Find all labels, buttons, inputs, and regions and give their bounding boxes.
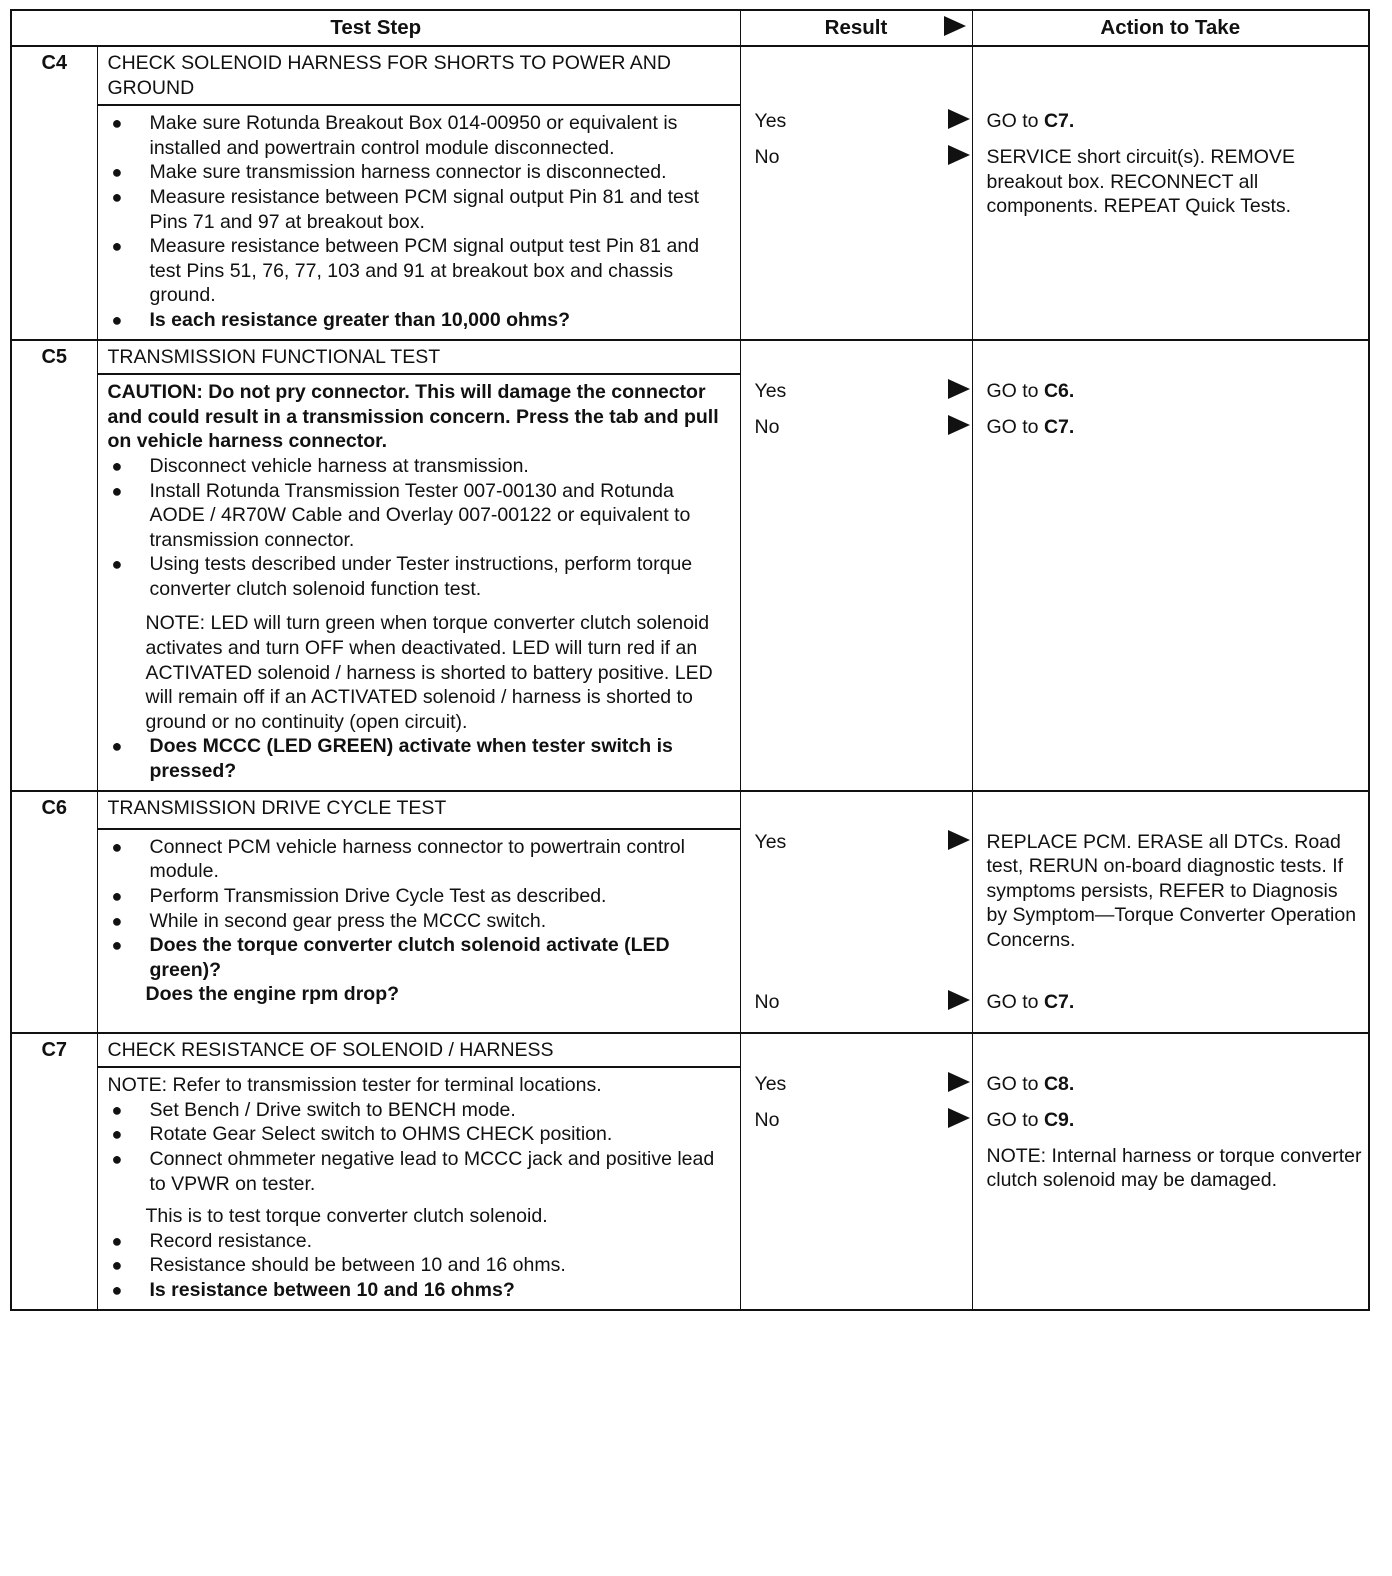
- list-item: ● Perform Transmission Drive Cycle Test as described.: [108, 884, 720, 909]
- bullet-icon: ●: [111, 736, 123, 757]
- action-no-c5: GO to C7.: [986, 415, 1075, 438]
- bullet-icon: ●: [111, 186, 123, 207]
- section-c6-title-row: [11, 791, 1369, 829]
- bullet-icon: ●: [111, 1099, 123, 1120]
- step-title-c4: CHECK SOLENOID HARNESS FOR SHORTS TO POWER AND GROUND: [97, 46, 740, 105]
- arrow-right-icon: [948, 379, 970, 399]
- step-question-c6-rpm: Does the engine rpm drop?: [145, 983, 400, 1006]
- step-title-c6: TRANSMISSION DRIVE CYCLE TEST: [97, 791, 740, 829]
- section-c4-title-row: [11, 46, 1369, 105]
- action-cell-c6: [972, 791, 1369, 1033]
- list-item: ● Connect ohmmeter negative lead to MCCC jack and positive lead to VPWR on tester.: [108, 1147, 720, 1196]
- note-text-c7: NOTE: Refer to transmission tester for terminal locations.: [107, 1074, 602, 1097]
- bullet-icon: ●: [111, 554, 123, 575]
- result-cell-c6: [740, 791, 972, 1033]
- step-question-c4: ● Is each resistance greater than 10,000 ohms?: [108, 308, 720, 333]
- step-title-c5: TRANSMISSION FUNCTIONAL TEST: [97, 340, 740, 375]
- arrow-right-icon: [944, 16, 966, 36]
- result-yes-c6: Yes: [741, 830, 972, 866]
- header-action: Action to Take: [972, 10, 1369, 46]
- result-no-c7: No: [741, 1108, 972, 1144]
- list-item: ● While in second gear press the MCCC switch.: [108, 909, 720, 934]
- bullet-icon: ●: [111, 935, 123, 956]
- bullet-icon: ●: [111, 113, 123, 134]
- step-body-c7: [97, 1067, 740, 1309]
- action-yes-c5: GO to C6.: [986, 379, 1075, 402]
- action-yes-c4: GO to C7.: [986, 110, 1075, 132]
- bullet-icon: ●: [111, 309, 123, 330]
- bullet-icon: ●: [111, 836, 123, 857]
- result-no-c5: No: [741, 415, 972, 451]
- section-c7-title-row: [11, 1033, 1369, 1068]
- action-yes-c7: GO to C8.: [986, 1072, 1075, 1095]
- action-yes-c6: REPLACE PCM. ERASE all DTCs. Road test, RERUN on-board diagnostic tests. If symptoms persists, REFER to Diagnosis by Symptom—Torque Converter Operation Concerns.: [986, 830, 1357, 951]
- result-cell-c4: [740, 46, 972, 340]
- arrow-right-icon: [948, 145, 970, 165]
- sub-note-c7: This is to test torque converter clutch solenoid.: [145, 1205, 548, 1228]
- list-item: ● Make sure transmission harness connector is disconnected.: [108, 160, 720, 185]
- bullet-icon: ●: [111, 162, 123, 183]
- step-body-c5: [97, 374, 740, 791]
- result-yes-c5: Yes: [741, 379, 972, 415]
- step-question-c5: ● Does MCCC (LED GREEN) activate when tester switch is pressed?: [108, 734, 720, 783]
- note-text-c5: NOTE: LED will turn green when torque converter clutch solenoid activates and turn OFF when deactivated. LED will turn red if an ACTIVATED solenoid / harness is shorted to battery positive. LED will remain off if an ACTIVATED solenoid / harness is shorted to ground or no continuity (open circuit).: [145, 612, 713, 733]
- section-c5-title-row: [11, 340, 1369, 375]
- step-question-c6: ● Does the torque converter clutch solenoid activate (LED green)?: [108, 933, 720, 982]
- action-no-c7: GO to C9.: [986, 1108, 1075, 1131]
- list-item: ● Set Bench / Drive switch to BENCH mode.: [108, 1098, 720, 1123]
- header-result-label: Result: [824, 15, 888, 39]
- step-body-c4: [97, 105, 740, 339]
- list-item: ● Measure resistance between PCM signal output Pin 81 and test Pins 71 and 97 at breakout box.: [108, 185, 720, 234]
- list-item: ● Install Rotunda Transmission Tester 007-00130 and Rotunda AODE / 4R70W Cable and Overlay 007-00122 or equivalent to transmission connector.: [108, 479, 720, 553]
- header-test-step: Test Step: [11, 10, 740, 46]
- list-item: ● Make sure Rotunda Breakout Box 014-00950 or equivalent is installed and powertrain control module disconnected.: [108, 111, 720, 160]
- action-cell-c4: [972, 46, 1369, 340]
- action-no-c6: GO to C7.: [986, 990, 1075, 1013]
- arrow-right-icon: [948, 1108, 970, 1128]
- diagnostic-test-table-page: [10, 9, 1368, 1311]
- bullet-icon: ●: [111, 480, 123, 501]
- action-note-c7: NOTE: Internal harness or torque converter clutch solenoid may be damaged.: [986, 1144, 1362, 1192]
- table-header-row: [11, 10, 1369, 46]
- list-item: ● Resistance should be between 10 and 16 ohms.: [108, 1253, 720, 1278]
- step-id-c5: C5: [11, 340, 97, 791]
- result-yes-c4: Yes: [741, 109, 972, 145]
- bullet-icon: ●: [111, 1230, 123, 1251]
- list-item: ● Using tests described under Tester instructions, perform torque converter clutch solenoid function test.: [108, 552, 720, 601]
- diagnostic-test-table: [10, 9, 1370, 1311]
- step-title-c7: CHECK RESISTANCE OF SOLENOID / HARNESS: [97, 1033, 740, 1068]
- action-cell-c5: [972, 340, 1369, 791]
- list-item: ● Connect PCM vehicle harness connector to powertrain control module.: [108, 835, 720, 884]
- arrow-right-icon: [948, 1072, 970, 1092]
- action-cell-c7: [972, 1033, 1369, 1310]
- step-id-c4: C4: [11, 46, 97, 340]
- list-item: ● Rotate Gear Select switch to OHMS CHECK position.: [108, 1122, 720, 1147]
- list-item: ● Record resistance.: [108, 1229, 720, 1254]
- step-question-c7: ● Is resistance between 10 and 16 ohms?: [108, 1278, 720, 1303]
- bullet-icon: ●: [111, 885, 123, 906]
- header-result: [740, 10, 972, 46]
- bullet-icon: ●: [111, 910, 123, 931]
- bullet-icon: ●: [111, 1255, 123, 1276]
- bullet-icon: ●: [111, 236, 123, 257]
- arrow-right-icon: [948, 830, 970, 850]
- list-item: ● Disconnect vehicle harness at transmission.: [108, 454, 720, 479]
- step-id-c7: C7: [11, 1033, 97, 1310]
- result-no-c6: No: [741, 990, 972, 1026]
- bullet-icon: ●: [111, 455, 123, 476]
- result-yes-c7: Yes: [741, 1072, 972, 1108]
- bullet-icon: ●: [111, 1124, 123, 1145]
- result-no-c4: No: [741, 145, 972, 181]
- result-cell-c7: [740, 1033, 972, 1310]
- arrow-right-icon: [948, 415, 970, 435]
- arrow-right-icon: [948, 109, 970, 129]
- action-no-c4: SERVICE short circuit(s). REMOVE breakout box. RECONNECT all components. REPEAT Quick Tests.: [986, 146, 1295, 218]
- bullet-icon: ●: [111, 1149, 123, 1169]
- step-id-c6: C6: [11, 791, 97, 1033]
- result-cell-c5: [740, 340, 972, 791]
- bullet-icon: ●: [111, 1279, 123, 1300]
- list-item: ● Measure resistance between PCM signal output test Pin 81 and test Pins 51, 76, 77, 103 and 91 at breakout box and chassis ground.: [108, 234, 720, 308]
- caution-text-c5: CAUTION: Do not pry connector. This will damage the connector and could result in a transmission concern. Press the tab and pull on vehicle harness connector.: [107, 381, 719, 453]
- step-body-c6: [97, 829, 740, 1033]
- arrow-right-icon: [948, 990, 970, 1010]
